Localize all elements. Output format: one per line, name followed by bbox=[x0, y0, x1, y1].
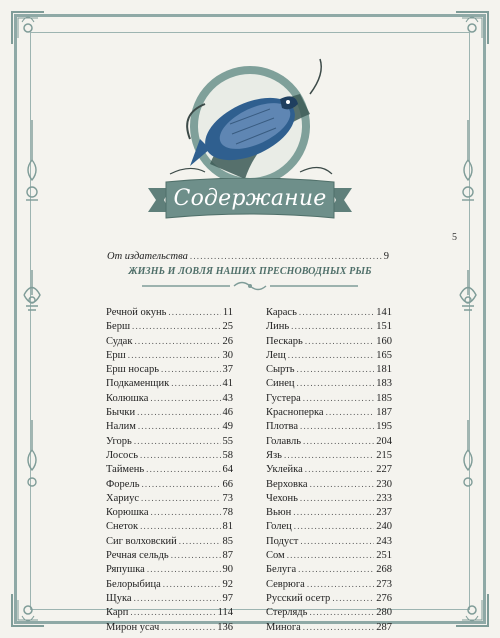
toc-entry-page: 58 bbox=[222, 449, 233, 461]
toc-entry-label: Речная сельдь bbox=[106, 550, 169, 562]
toc-entry-page: 46 bbox=[222, 407, 233, 419]
toc-entry-page: 280 bbox=[376, 607, 392, 619]
toc-leader-dots bbox=[300, 492, 374, 504]
toc-leader-dots bbox=[326, 406, 375, 418]
toc-entry-label: Красноперка bbox=[266, 407, 324, 419]
toc-entry[interactable] bbox=[266, 449, 392, 462]
toc-column-right bbox=[266, 306, 392, 635]
toc-entry-label: Голец bbox=[266, 521, 292, 533]
toc-entry[interactable] bbox=[106, 549, 233, 562]
toc-entry-page: 43 bbox=[222, 392, 233, 404]
toc-entry-label: Снеток bbox=[106, 521, 139, 533]
toc-leader-dots bbox=[163, 578, 221, 590]
toc-entry[interactable] bbox=[266, 578, 392, 591]
toc-leader-dots bbox=[305, 463, 375, 475]
toc-entry-page: 66 bbox=[222, 478, 233, 490]
toc-entry-label: Синец bbox=[266, 378, 295, 390]
toc-entry[interactable] bbox=[266, 535, 392, 548]
toc-entry-page: 233 bbox=[376, 492, 392, 504]
toc-leader-dots bbox=[161, 621, 215, 633]
toc-entry-page: 195 bbox=[376, 421, 392, 433]
toc-entry-label: Колюшка bbox=[106, 392, 149, 404]
toc-entry[interactable] bbox=[106, 606, 233, 619]
right-side-ornament-icon bbox=[456, 120, 480, 520]
toc-entry-label: Уклейка bbox=[266, 464, 303, 476]
toc-leader-dots bbox=[309, 606, 374, 618]
toc-entry-page: 41 bbox=[222, 378, 233, 390]
toc-entry-label: Чехонь bbox=[266, 492, 298, 504]
toc-leader-dots bbox=[140, 449, 221, 461]
toc-entry-label: Налим bbox=[106, 421, 136, 433]
toc-leader-dots bbox=[161, 363, 221, 375]
left-side-ornament-icon bbox=[20, 120, 44, 520]
toc-entry-page: 73 bbox=[222, 492, 233, 504]
toc-leader-dots bbox=[297, 363, 375, 375]
toc-entry[interactable] bbox=[106, 578, 233, 591]
toc-leader-dots bbox=[132, 320, 220, 332]
toc-leader-dots bbox=[137, 406, 220, 418]
toc-leader-dots bbox=[332, 592, 374, 604]
toc-entry-label: Верховка bbox=[266, 478, 308, 490]
toc-entry-label: Сырть bbox=[266, 364, 295, 376]
toc-entry-label: Сом bbox=[266, 550, 285, 562]
toc-entry-page: 87 bbox=[222, 550, 233, 562]
toc-leader-dots bbox=[141, 478, 220, 490]
toc-leader-dots bbox=[168, 306, 221, 318]
toc-entry-label: Корюшка bbox=[106, 507, 149, 519]
toc-entry[interactable] bbox=[266, 392, 392, 405]
toc-entry-label: Судак bbox=[106, 335, 133, 347]
toc-entry-label: Щука bbox=[106, 592, 132, 604]
toc-entry[interactable] bbox=[266, 377, 392, 390]
toc-entry-page: 187 bbox=[376, 407, 392, 419]
toc-entry[interactable] bbox=[106, 478, 233, 491]
toc-entry-page: 227 bbox=[376, 464, 392, 476]
toc-entry-label: Белорыбица bbox=[106, 578, 161, 590]
toc-column-left bbox=[106, 306, 233, 635]
toc-entry[interactable] bbox=[266, 520, 392, 533]
toc-entry[interactable] bbox=[106, 435, 233, 448]
toc-entry-label: Севрюга bbox=[266, 578, 305, 590]
toc-entry-label: Мирон усач bbox=[106, 621, 160, 633]
toc-entry-page: 9 bbox=[383, 251, 389, 262]
toc-entry[interactable] bbox=[106, 492, 233, 505]
toc-leader-dots bbox=[300, 535, 374, 547]
toc-leader-dots bbox=[147, 563, 221, 575]
toc-entry-page: 64 bbox=[222, 464, 233, 476]
toc-entry[interactable] bbox=[266, 478, 392, 491]
toc-entry-page: 136 bbox=[217, 621, 233, 633]
toc-leader-dots bbox=[128, 349, 221, 361]
toc-entry-label: Лосось bbox=[106, 449, 138, 461]
toc-entry-label: Подуст bbox=[266, 535, 299, 547]
toc-entry-label: Сиг волховский bbox=[106, 535, 177, 547]
toc-entry-label: Форель bbox=[106, 478, 140, 490]
toc-entry[interactable] bbox=[106, 621, 233, 634]
toc-entry-page: 97 bbox=[222, 592, 233, 604]
toc-leader-dots bbox=[307, 578, 374, 590]
toc-leader-dots bbox=[287, 549, 375, 561]
page-number: 5 bbox=[452, 232, 457, 243]
toc-leader-dots bbox=[171, 377, 220, 389]
toc-leader-dots bbox=[134, 335, 220, 347]
page-title: Содержание bbox=[173, 185, 327, 211]
toc-entry-label: От издательства bbox=[107, 251, 188, 262]
toc-leader-dots bbox=[134, 592, 221, 604]
toc-entry-page: 183 bbox=[376, 378, 392, 390]
toc-leader-dots bbox=[150, 392, 220, 404]
toc-entry[interactable] bbox=[106, 335, 233, 348]
toc-entry-page: 92 bbox=[222, 578, 233, 590]
toc-entry[interactable] bbox=[266, 621, 392, 634]
toc-entry-label: Пескарь bbox=[266, 335, 303, 347]
toc-leader-dots bbox=[298, 563, 374, 575]
toc-leader-dots bbox=[297, 377, 375, 389]
toc-entry-label: Лещ bbox=[266, 349, 286, 361]
toc-entry[interactable] bbox=[266, 549, 392, 562]
toc-entry-page: 273 bbox=[376, 578, 392, 590]
toc-entry-label: Таймень bbox=[106, 464, 145, 476]
toc-entry[interactable] bbox=[266, 320, 392, 333]
toc-entry-page: 160 bbox=[376, 335, 392, 347]
toc-entry-label: Хариус bbox=[106, 492, 140, 504]
toc-entry-page: 276 bbox=[376, 592, 392, 604]
toc-entry-page: 185 bbox=[376, 392, 392, 404]
toc-entry[interactable] bbox=[266, 463, 392, 476]
toc-entry-label: Линь bbox=[266, 321, 290, 333]
toc-entry-page: 151 bbox=[376, 321, 392, 333]
toc-leader-dots bbox=[293, 506, 374, 518]
toc-entry-page: 165 bbox=[376, 349, 392, 361]
toc-entry-label: Подкаменщик bbox=[106, 378, 170, 390]
toc-entry[interactable] bbox=[106, 535, 233, 548]
toc-leader-dots bbox=[294, 520, 374, 532]
toc-leader-dots bbox=[179, 535, 221, 547]
toc-entry-label: Густера bbox=[266, 392, 301, 404]
toc-entry-page: 90 bbox=[222, 564, 233, 576]
toc-entry[interactable] bbox=[266, 606, 392, 619]
toc-leader-dots bbox=[134, 435, 221, 447]
toc-leader-dots bbox=[130, 606, 215, 618]
toc-entry-page: 114 bbox=[217, 607, 233, 619]
toc-entry-label: Угорь bbox=[106, 435, 132, 447]
toc-entry[interactable] bbox=[106, 349, 233, 362]
toc-entry-label: Берш bbox=[106, 321, 131, 333]
toc-entry-page: 230 bbox=[376, 478, 392, 490]
toc-entry[interactable] bbox=[266, 420, 392, 433]
toc-leader-dots bbox=[284, 449, 374, 461]
toc-entry-page: 204 bbox=[376, 435, 392, 447]
fish-emblem-icon bbox=[150, 54, 350, 189]
toc-entry[interactable] bbox=[266, 349, 392, 362]
toc-entry-label: Язь bbox=[266, 449, 282, 461]
toc-leader-dots bbox=[190, 250, 382, 262]
toc-entry-label: Речной окунь bbox=[106, 307, 167, 318]
toc-leader-dots bbox=[300, 420, 374, 432]
toc-leader-dots bbox=[299, 306, 374, 318]
corner-ornament-icon bbox=[8, 8, 48, 48]
toc-entry-page: 287 bbox=[376, 621, 392, 633]
corner-ornament-icon bbox=[452, 8, 492, 48]
section-heading: ЖИЗНЬ И ЛОВЛЯ НАШИХ ПРЕСНОВОДНЫХ РЫБ bbox=[128, 266, 372, 277]
toc-entry[interactable] bbox=[106, 406, 233, 419]
toc-leader-dots bbox=[151, 506, 221, 518]
toc-entry-page: 141 bbox=[376, 307, 392, 318]
toc-entry[interactable] bbox=[266, 406, 392, 419]
toc-entry[interactable] bbox=[106, 592, 233, 605]
toc-entry-label: Плотва bbox=[266, 421, 299, 433]
toc-entry-page: 78 bbox=[222, 507, 233, 519]
toc-entry-page: 85 bbox=[222, 535, 233, 547]
toc-leader-dots bbox=[303, 392, 375, 404]
toc-entry-page: 11 bbox=[222, 307, 233, 318]
toc-entry[interactable] bbox=[106, 392, 233, 405]
toc-leader-dots bbox=[138, 420, 221, 432]
toc-entry-label: Карп bbox=[106, 607, 129, 619]
toc-entry-label: Бычки bbox=[106, 407, 136, 419]
toc-entry-label: Карась bbox=[266, 307, 297, 318]
toc-entry-label: Белуга bbox=[266, 564, 297, 576]
toc-entry-page: 81 bbox=[222, 521, 233, 533]
toc-entry[interactable] bbox=[266, 435, 392, 448]
toc-leader-dots bbox=[303, 621, 374, 633]
toc-entry-page: 30 bbox=[222, 349, 233, 361]
toc-entry-page: 55 bbox=[222, 435, 233, 447]
toc-leader-dots bbox=[171, 549, 221, 561]
toc-entry-page: 49 bbox=[222, 421, 233, 433]
toc-leader-dots bbox=[310, 478, 375, 490]
toc-entry[interactable] bbox=[266, 335, 392, 348]
toc-leader-dots bbox=[140, 520, 220, 532]
toc-entry-label: Ерш носарь bbox=[106, 364, 159, 376]
toc-entry-page: 268 bbox=[376, 564, 392, 576]
toc-entry[interactable] bbox=[266, 506, 392, 519]
toc-entry-label: Стерлядь bbox=[266, 607, 308, 619]
toc-entry-page: 243 bbox=[376, 535, 392, 547]
toc-entry[interactable] bbox=[106, 420, 233, 433]
corner-ornament-icon bbox=[452, 590, 492, 630]
toc-entry[interactable] bbox=[266, 592, 392, 605]
toc-entry[interactable] bbox=[106, 463, 233, 476]
toc-entry-page: 240 bbox=[376, 521, 392, 533]
section-divider-icon bbox=[142, 281, 358, 291]
toc-entry[interactable] bbox=[106, 320, 233, 333]
toc-entry[interactable] bbox=[266, 563, 392, 576]
toc-entry[interactable] bbox=[106, 363, 233, 376]
toc-entry-page: 237 bbox=[376, 507, 392, 519]
toc-entry[interactable] bbox=[106, 563, 233, 576]
toc-entry-label: Русский осетр bbox=[266, 592, 331, 604]
toc-entry-page: 181 bbox=[376, 364, 392, 376]
toc-entry-page: 26 bbox=[222, 335, 233, 347]
toc-leader-dots bbox=[291, 320, 374, 332]
toc-entry-page: 25 bbox=[222, 321, 233, 333]
toc-entry-page: 37 bbox=[222, 364, 233, 376]
toc-entry[interactable] bbox=[266, 492, 392, 505]
toc-entry-label: Минога bbox=[266, 621, 301, 633]
toc-leader-dots bbox=[288, 349, 374, 361]
toc-entry[interactable] bbox=[266, 363, 392, 376]
toc-leader-dots bbox=[303, 435, 374, 447]
toc-entry[interactable] bbox=[106, 449, 233, 462]
toc-entry[interactable] bbox=[106, 520, 233, 533]
toc-entry[interactable] bbox=[106, 306, 233, 319]
toc-entry-page: 251 bbox=[376, 550, 392, 562]
toc-entry-label: Ряпушка bbox=[106, 564, 145, 576]
toc-entry-publisher[interactable] bbox=[107, 250, 389, 263]
toc-entry-page: 215 bbox=[376, 449, 392, 461]
toc-leader-dots bbox=[305, 335, 374, 347]
toc-entry-label: Вьюн bbox=[266, 507, 292, 519]
toc-entry-label: Ерш bbox=[106, 349, 126, 361]
toc-entry[interactable] bbox=[106, 506, 233, 519]
toc-leader-dots bbox=[141, 492, 220, 504]
toc-entry[interactable] bbox=[106, 377, 233, 390]
toc-leader-dots bbox=[146, 463, 220, 475]
toc-entry[interactable] bbox=[266, 306, 392, 319]
corner-ornament-icon bbox=[8, 590, 48, 630]
toc-entry-label: Голавль bbox=[266, 435, 302, 447]
